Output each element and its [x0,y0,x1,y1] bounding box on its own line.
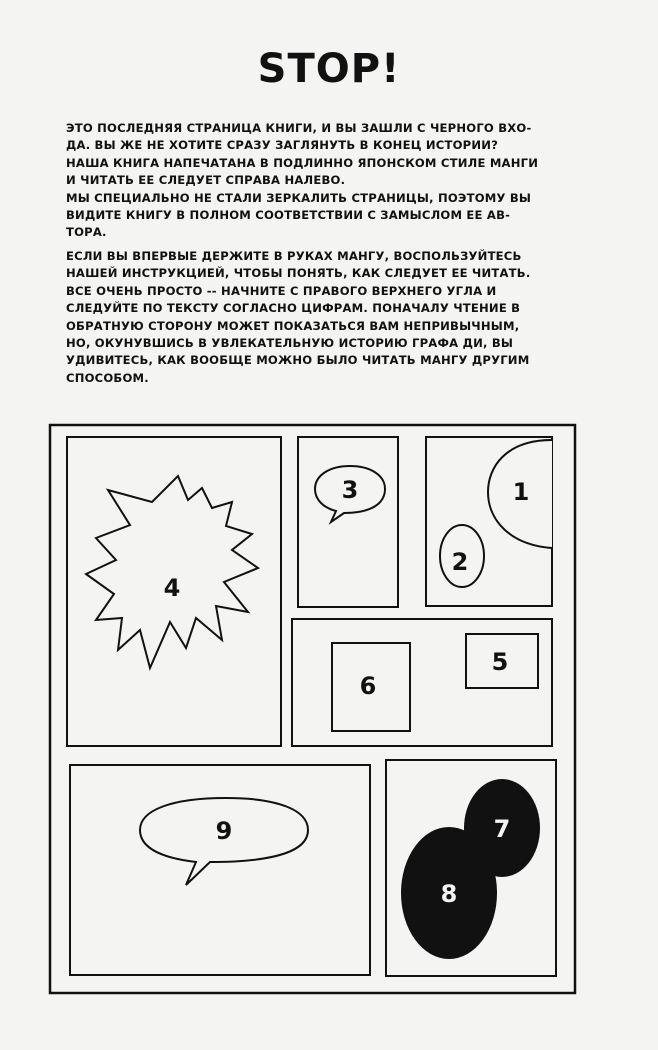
paragraph-line: НО, ОКУНУВШИСЬ В УВЛЕКАТЕЛЬНУЮ ИСТОРИЮ ГРАФА ДИ, ВЫ [66,336,514,351]
paragraph-line: НАША КНИГА НАПЕЧАТАНА В ПОДЛИННО ЯПОНСКОМ СТИЛЕ МАНГИ [66,155,539,170]
paragraph-line: НАШЕЙ ИНСТРУКЦИЕЙ, ЧТОБЫ ПОНЯТЬ, КАК СЛЕДУЕТ ЕЕ ЧИТАТЬ. [66,266,531,281]
paragraph-line: СЛЕДУЙТЕ ПО ТЕКСТУ СОГЛАСНО ЦИФРАМ. ПОНАЧАЛУ ЧТЕНИЕ В [66,301,521,316]
paragraph-line: МЫ СПЕЦИАЛЬНО НЕ СТАЛИ ЗЕРКАЛИТЬ СТРАНИЦЫ, ПОЭТОМУ ВЫ [66,190,532,205]
paragraph-line: ЕСЛИ ВЫ ВПЕРВЫЕ ДЕРЖИТЕ В РУКАХ МАНГУ, ВОСПОЛЬЗУЙТЕСЬ [66,249,522,263]
reading-order-number: 7 [493,815,511,843]
reading-order-number: 8 [440,880,458,908]
paragraph-line: ТОРА. [66,225,107,240]
paragraph-line: ВИДИТЕ КНИГУ В ПОЛНОМ СООТВЕТСТВИИ С ЗАМЫСЛОМ ЕЕ АВ- [66,208,511,223]
reading-order-number: 6 [359,672,377,700]
reading-order-number: 3 [341,476,359,504]
reading-order-number: 2 [451,548,469,576]
paragraph-line: И ЧИТАТЬ ЕЕ СЛЕДУЕТ СПРАВА НАЛЕВО. [66,173,346,188]
paragraph-line: ВСЕ ОЧЕНЬ ПРОСТО -- НАЧНИТЕ С ПРАВОГО ВЕРХНЕГО УГЛА И [66,283,497,298]
paragraph-line: ЭТО ПОСЛЕДНЯЯ СТРАНИЦА КНИГИ, И ВЫ ЗАШЛИ С ЧЕРНОГО ВХО- [66,121,532,135]
paragraph-line: ОБРАТНУЮ СТОРОНУ МОЖЕТ ПОКАЗАТЬСЯ ВАМ НЕПРИВЫЧНЫМ, [66,318,520,333]
paragraph-line: СПОСОБОМ. [66,370,149,385]
reading-order-number: 4 [163,574,181,602]
paragraph-line: УДИВИТЕСЬ, КАК ВООБЩЕ МОЖНО БЫЛО ЧИТАТЬ МАНГУ ДРУГИМ [66,353,530,368]
panel-3 [298,437,398,607]
paragraph-line: ДА. ВЫ ЖЕ НЕ ХОТИТЕ СРАЗУ ЗАГЛЯНУТЬ В КОНЕЦ ИСТОРИИ? [66,138,499,153]
panel-9 [70,765,370,975]
page-title: STOP! [257,46,401,92]
reading-order-number: 9 [215,817,233,845]
reading-order-number: 5 [491,648,509,676]
burst-balloon-4 [86,476,258,668]
reading-order-number: 1 [512,478,530,506]
